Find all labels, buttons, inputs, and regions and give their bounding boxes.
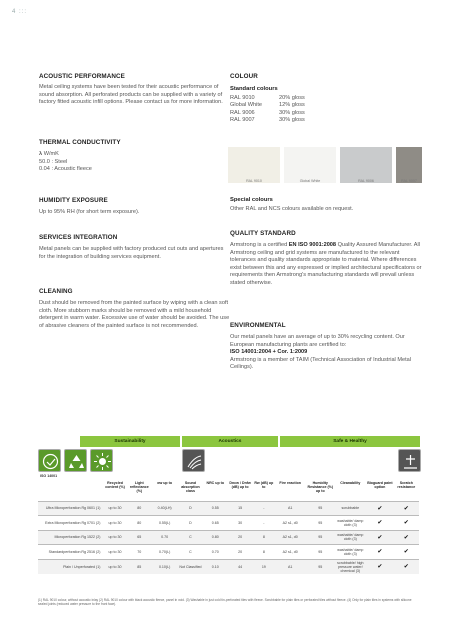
table-cell: washable/ damp cloth (3) xyxy=(335,545,367,560)
humidity-heading: HUMIDITY EXPOSURE xyxy=(39,197,108,204)
table-cell: A2 s1, d0 xyxy=(274,545,306,560)
table-cell: A2 s1, d0 xyxy=(274,530,306,545)
table-cell: 0.80 xyxy=(204,530,227,545)
standard-colours-heading: Standard colours xyxy=(230,86,278,92)
table-cell: ✔ xyxy=(366,559,393,574)
swatch-global-white xyxy=(284,147,336,183)
swatch-label: Global White xyxy=(299,179,321,183)
header-cell: Sound absorption class xyxy=(181,481,200,493)
iso-14001-icon xyxy=(38,449,61,472)
table-cell: - xyxy=(253,501,274,516)
special-colours-body: Other RAL and NCS colours available on request. xyxy=(230,206,354,212)
table-cell: 0.55(L) xyxy=(152,516,177,531)
cleaning-body: Dust should be removed from the painted surface by wiping with a clean soft cloth. More stubborn marks should be removed with a mild household detergent in warm water. Excessive use of water should be avoided. The use of abrasive cleaners of the painted surface is not recommended. xyxy=(39,300,230,329)
header-cell: Cleanability xyxy=(340,481,361,485)
environmental-body: Our metal panels have an average of up to 30% recycling content. Our European manufacturing plants are certified to: ISO 14001:2004 + Cor. 1:2009 Armstrong is a member of TAIM (Technical Association of Industrial Metal Ceilings). xyxy=(230,334,412,371)
recycle-icon xyxy=(64,449,87,472)
table-cell: 20 xyxy=(227,545,253,560)
table-cell: 70 xyxy=(127,545,152,560)
row-name-cell: Microperforation Rg 1522 (2) xyxy=(38,530,103,545)
sustainability-banner: Sustainability xyxy=(80,436,180,447)
environmental-heading: ENVIRONMENTAL xyxy=(230,322,286,329)
table-cell: 44 xyxy=(227,559,253,574)
table-cell: 95 xyxy=(306,516,334,531)
table-cell: ✔ xyxy=(366,545,393,560)
table-cell: ✔ xyxy=(366,501,393,516)
thermal-body: λ W/mK 50.0 : Steel 0.04 : Acoustic fleece xyxy=(39,151,92,173)
table-cell: ✔ xyxy=(394,545,419,560)
table-cell: D xyxy=(177,501,203,516)
swatch-label: RAL 9010 xyxy=(246,179,262,183)
row-name-cell: Plain / Unperforated (1) xyxy=(38,559,103,574)
table-cell: 0.40(LH) xyxy=(152,501,177,516)
safe-healthy-banner: Safe & Healthy xyxy=(280,436,420,447)
iso-label: ISO 14001 xyxy=(40,474,58,478)
table-cell: ✔ xyxy=(366,530,393,545)
swatch-ral-9010 xyxy=(228,147,280,183)
table-cell: A1 xyxy=(274,559,306,574)
thermal-heading: THERMAL CONDUCTIVITY xyxy=(39,139,121,146)
header-cell: Humidity Resistance (%) up to xyxy=(307,481,334,493)
quality-body: Armstrong is a certified EN ISO 9001:2008 Quality Assured Manufacturer. All Armstrong ceiling and grid systems are manufactured to the relevant tolerances and quality standards appropriate to material. Where differences exist between this and any expressed or implied architectural specificatons or requirements then Armstrong's manufacturing standards will prevail unless stated otherwise. xyxy=(230,242,422,286)
row-name-cell: Extra Microperforation Rg 0701 (2) xyxy=(38,516,103,531)
table-row xyxy=(38,530,419,545)
row-name-cell: Standardperforation Rg 2516 (2) xyxy=(38,545,103,560)
table-cell: ✔ xyxy=(394,530,419,545)
light-reflectance-icon xyxy=(90,449,113,472)
table-cell: C xyxy=(177,545,203,560)
table-cell: 8 xyxy=(253,530,274,545)
table-cell: washable/ damp cloth (3) xyxy=(335,530,367,545)
services-body: Metal panels can be supplied with factory produced cut outs and apertures for the integration of building services equipment. xyxy=(39,246,224,260)
table-cell: D xyxy=(177,516,203,531)
table-cell: 0.10(L) xyxy=(152,559,177,574)
table-cell: 0.10 xyxy=(204,559,227,574)
services-heading: SERVICES INTEGRATION xyxy=(39,234,118,241)
colour-heading: COLOUR xyxy=(230,73,258,80)
table-cell: ✔ xyxy=(394,501,419,516)
header-cell: Light reflectance (%) xyxy=(129,481,149,493)
table-cell: up to 30 xyxy=(103,530,126,545)
table-cell: 0.70 xyxy=(152,530,177,545)
cleaning-heading: CLEANING xyxy=(39,288,73,295)
table-row xyxy=(38,501,419,516)
table-cell: 85 xyxy=(127,559,152,574)
swatch-label: RAL 9006 xyxy=(358,179,374,183)
header-cell: Fire reaction xyxy=(279,481,301,485)
table-cell: 0.65 xyxy=(204,516,227,531)
table-cell: 19 xyxy=(253,559,274,574)
table-cell: ✔ xyxy=(394,516,419,531)
table-cell: A1 xyxy=(274,501,306,516)
table-cell: 0.55 xyxy=(204,501,227,516)
swatch-ral-9007 xyxy=(396,147,422,183)
swatch-ral-9006 xyxy=(340,147,392,183)
header-cell: NRC up to xyxy=(206,481,225,485)
footnote: (1) RAL 9010 colour, without acoustic inlay (2) RAL 9010 colour with black acoustic fleece, panel in void. (3) Washable in just cold tin-perforated tiles with fleece. Scrubbable for plain tiles or perforated tiles without fleece. (4) Only for plain tiles in systems with silicone sealed joints (reduced water pressure to the front face). xyxy=(38,598,412,607)
header-cell: αw up to xyxy=(157,481,173,485)
humidity-body: Up to 95% RH (for short term exposure). xyxy=(39,209,140,215)
table-cell: up to 30 xyxy=(103,501,126,516)
table-cell: A2 s1, d0 xyxy=(274,516,306,531)
scratch-resistance-icon xyxy=(398,449,421,472)
table-cell: 30 xyxy=(227,516,253,531)
colour-row: RAL 9006 30% gloss xyxy=(230,109,305,116)
colour-list xyxy=(230,95,305,125)
quality-heading: QUALITY STANDARD xyxy=(230,230,296,237)
table-cell: Not Classified xyxy=(177,559,203,574)
colour-row: Global White 12% gloss xyxy=(230,102,305,109)
table-cell: - xyxy=(253,516,274,531)
table-cell: 65 xyxy=(127,530,152,545)
table-cell: 95 xyxy=(306,545,334,560)
header-cell: Dncw / Dnfw (dB) up to xyxy=(229,481,251,489)
table-cell: scrubbable xyxy=(335,501,367,516)
table-cell: 95 xyxy=(306,501,334,516)
table-cell: up to 30 xyxy=(103,545,126,560)
colour-row: RAL 9007 30% gloss xyxy=(230,117,305,124)
header-cell: Bioguard paint option xyxy=(367,481,393,489)
acoustics-banner: Acoustics xyxy=(182,436,278,447)
special-colours-heading: Special colours xyxy=(230,197,273,203)
header-cell: Rw (dB) up to xyxy=(254,481,274,489)
table-row xyxy=(38,559,419,574)
table-cell: 8 xyxy=(253,545,274,560)
table-cell: 95 xyxy=(306,530,334,545)
header-cell: Scratch resistance xyxy=(397,481,416,489)
table-cell: washable/ damp cloth (3) xyxy=(335,516,367,531)
acoustic-wave-icon xyxy=(182,449,205,472)
page-number: 4 ::: xyxy=(12,9,28,15)
table-cell: C xyxy=(177,530,203,545)
acoustic-heading: ACOUSTIC PERFORMANCE xyxy=(39,73,125,80)
table-cell: 95 xyxy=(306,559,334,574)
header-cell xyxy=(38,481,103,501)
table-row xyxy=(38,516,419,531)
swatch-label: RAL 9007 xyxy=(401,179,417,183)
acoustic-body: Metal ceiling systems have been tested for their acoustic performance of sound absorption. All perforated products can be supplied with a variety of factory fitted acoustic infill options. Please contact us for more information. xyxy=(39,84,223,106)
table-cell: 15 xyxy=(227,501,253,516)
table-header-row xyxy=(38,481,419,501)
colour-row: RAL 9010 20% gloss xyxy=(230,95,305,101)
table-cell: 0.70(L) xyxy=(152,545,177,560)
table-cell: ✔ xyxy=(394,559,419,574)
table-cell: 0.70 xyxy=(204,545,227,560)
table-cell: 20 xyxy=(227,530,253,545)
spec-table xyxy=(38,481,419,574)
table-cell: up to 30 xyxy=(103,516,126,531)
table-cell: ✔ xyxy=(366,516,393,531)
table-cell: scrubbable/ high pressure water/ chemical (3) xyxy=(335,559,367,574)
row-name-cell: Ultra Microperforation Rg 0601 (1) xyxy=(38,501,103,516)
table-row xyxy=(38,545,419,560)
table-cell: up to 30 xyxy=(103,559,126,574)
header-cell: Recycled content (%) xyxy=(105,481,125,489)
table-cell: 80 xyxy=(127,501,152,516)
table-cell: 80 xyxy=(127,516,152,531)
